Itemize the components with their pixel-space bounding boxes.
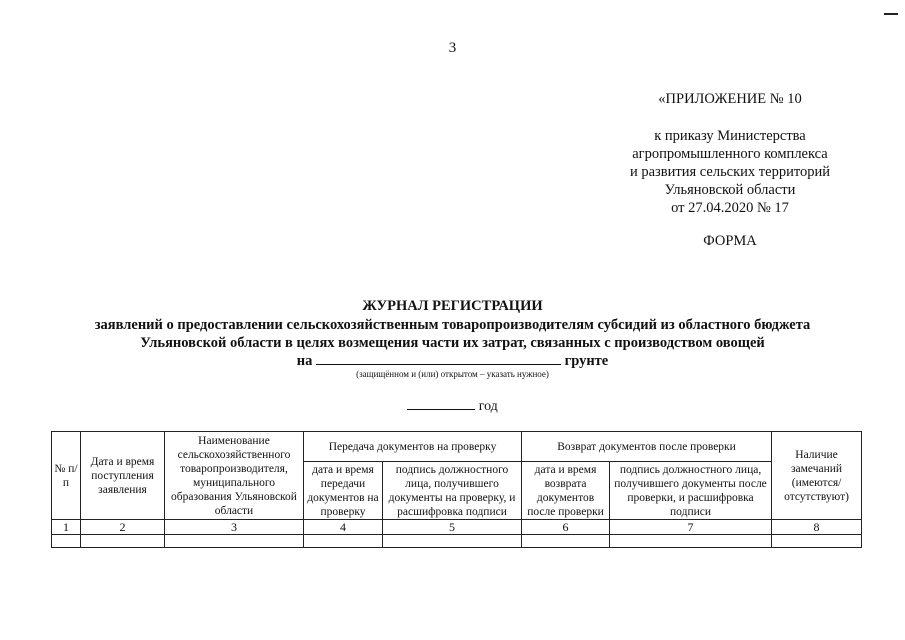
line3-prefix: на [296, 353, 313, 369]
header-cell: Дата и время поступления заявления [81, 432, 165, 520]
appendix-line: и развития сельских территорий [629, 164, 830, 180]
header-cell: Наименование сельскохозяйственного товаропроизводителя, муниципального образования Ульяновской области [165, 432, 304, 520]
header-group-cell: Возврат документов после проверки [522, 432, 772, 462]
column-number: 8 [772, 520, 862, 535]
year-label: год [478, 399, 498, 414]
column-number: 1 [52, 520, 81, 535]
column-number: 5 [383, 520, 522, 535]
column-number: 6 [522, 520, 610, 535]
appendix-title: «ПРИЛОЖЕНИЕ № 10 [658, 91, 802, 107]
appendix-line: от 27.04.2020 № 17 [671, 200, 789, 216]
journal-subtitle-line1: заявлений о предоставлении сельскохозяйственным товаропроизводителям субсидий из областного бюджета [94, 317, 811, 333]
column-number: 2 [81, 520, 165, 535]
table-cell[interactable] [81, 535, 165, 548]
appendix-line: агропромышленного комплекса [632, 146, 828, 162]
journal-title: ЖУРНАЛ РЕГИСТРАЦИИ [362, 298, 543, 314]
journal-subtitle-line3 [0, 352, 905, 370]
appendix-line: Ульяновской области [664, 182, 796, 198]
line3-suffix: грунте [564, 353, 609, 369]
column-number-row [52, 520, 862, 535]
header-row [52, 432, 862, 462]
year-blank[interactable] [407, 397, 475, 410]
header-cell: дата и время передачи документов на проверку [304, 462, 383, 520]
journal-subtitle-line2: Ульяновской области в целях возмещения части их затрат, связанных с производством овощей [140, 335, 765, 351]
page-number: 3 [448, 40, 457, 56]
table-cell[interactable] [383, 535, 522, 548]
table-cell[interactable] [610, 535, 772, 548]
registration-journal-table [51, 431, 862, 548]
header-cell: № п/п [52, 432, 81, 520]
table-cell[interactable] [52, 535, 81, 548]
ground-type-hint: (защищённом и (или) открытом – указать нужное) [356, 369, 549, 379]
header-cell: подпись должностного лица, получившего документы после проверки, и расшифровка подписи [610, 462, 772, 520]
header-cell: дата и время возврата документов после проверки [522, 462, 610, 520]
column-number: 7 [610, 520, 772, 535]
appendix-line: к приказу Министерства [654, 128, 806, 144]
table-row [52, 535, 862, 548]
table-cell[interactable] [304, 535, 383, 548]
column-number: 3 [165, 520, 304, 535]
year-line [0, 397, 905, 415]
header-group-cell: Передача документов на проверку [304, 432, 522, 462]
corner-mark [884, 13, 898, 15]
header-cell: Наличие замечаний (имеются/ отсутствуют) [772, 432, 862, 520]
table-cell[interactable] [522, 535, 610, 548]
form-label: ФОРМА [703, 233, 757, 249]
table-cell[interactable] [165, 535, 304, 548]
ground-type-blank[interactable] [316, 352, 561, 365]
header-cell: подпись должностного лица, получившего документы на проверку, и расшифровка подписи [383, 462, 522, 520]
table-cell[interactable] [772, 535, 862, 548]
column-number: 4 [304, 520, 383, 535]
